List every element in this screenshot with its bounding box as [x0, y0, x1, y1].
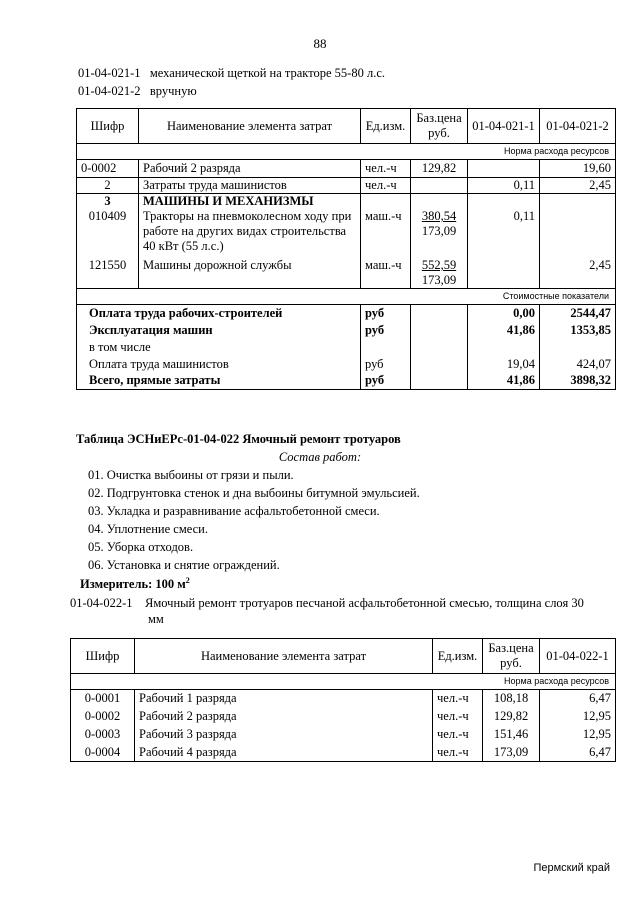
table-row — [77, 194, 616, 210]
cell-value — [468, 258, 540, 289]
cell-empty — [411, 194, 468, 210]
price-bottom: 173,09 — [421, 273, 457, 287]
cell-code: 0-0003 — [71, 726, 135, 744]
cell-code: 0-0002 — [77, 160, 139, 178]
cell-code: 121550 — [77, 258, 139, 289]
header-cell: 01-04-021-2 — [540, 109, 616, 144]
cell-code: 0-0001 — [71, 690, 135, 708]
cell-value: 6,47 — [540, 744, 616, 762]
cost-row — [77, 356, 616, 373]
header-cell: Баз.цена руб. — [483, 639, 540, 674]
work-item: 04. Уплотнение смеси. — [88, 522, 208, 536]
work-item: 05. Уборка отходов. — [88, 540, 194, 554]
item-text: вручную — [149, 84, 197, 98]
cell-value: 2,45 — [540, 178, 616, 194]
cost-row — [77, 322, 616, 339]
cost-value: 1353,85 — [540, 322, 616, 339]
resource-table-2 — [70, 638, 616, 762]
cell-code: 010409 — [77, 209, 139, 258]
table-row — [77, 160, 616, 178]
cost-row — [77, 305, 616, 322]
cell-price: 151,46 — [483, 726, 540, 744]
cell-value: 19,60 — [540, 160, 616, 178]
cost-value: 3898,32 — [540, 373, 616, 390]
cell-name: Рабочий 4 разряда — [135, 744, 433, 762]
header-cell: 01-04-021-1 — [468, 109, 540, 144]
item-text: Ямочный ремонт тротуаров песчаной асфальтобетонной смесью, толщина слоя 30 — [145, 596, 584, 610]
cost-unit: руб — [361, 373, 411, 390]
price-bottom: 173,09 — [421, 224, 457, 238]
cell-price: 129,82 — [483, 708, 540, 726]
cell-empty — [411, 339, 468, 356]
cell-value: 12,95 — [540, 708, 616, 726]
norm-label-row — [77, 144, 616, 160]
cell-empty — [411, 305, 468, 322]
cell-code: 2 — [77, 178, 139, 194]
table-row — [77, 209, 616, 258]
item-line-2 — [78, 84, 197, 99]
cell-name: Машины дорожной службы — [139, 258, 361, 289]
table-row — [71, 726, 616, 744]
header-cell: Наименование элемента затрат — [135, 639, 433, 674]
cell-name: Тракторы на пневмоколесном ходу при работе на других видах строительства 40 кВт (55 л.с.) — [139, 209, 361, 258]
norm-label: Норма расхода ресурсов — [77, 144, 616, 160]
cost-value: 41,86 — [468, 373, 540, 390]
work-item: 02. Подгрунтовка стенок и дна выбоины битумной эмульсией. — [88, 486, 420, 500]
cost-label-row — [77, 289, 616, 305]
cell-unit: чел.-ч — [433, 726, 483, 744]
work-item: 06. Установка и снятие ограждений. — [88, 558, 280, 572]
meter-sup: 2 — [185, 576, 190, 585]
item-line-1 — [78, 66, 385, 81]
item-code: 01-04-022-1 — [70, 596, 133, 610]
cell-price — [411, 178, 468, 194]
cell-code: 0-0002 — [71, 708, 135, 726]
cost-value: 41,86 — [468, 322, 540, 339]
cell-unit: маш.-ч — [361, 209, 411, 258]
cell-code: 3 — [77, 194, 139, 210]
cost-name: Оплата труда рабочих-строителей — [77, 305, 361, 322]
cell-value — [540, 209, 616, 258]
item-code: 01-04-021-2 — [78, 84, 141, 98]
cost-name: Всего, прямые затраты — [77, 373, 361, 390]
cell-unit: маш.-ч — [361, 258, 411, 289]
cell-empty — [411, 322, 468, 339]
cost-unit: руб — [361, 356, 411, 373]
cell-value: 0,11 — [468, 178, 540, 194]
cell-name: Рабочий 2 разряда — [139, 160, 361, 178]
cell-empty — [540, 194, 616, 210]
cost-value: 0,00 — [468, 305, 540, 322]
cost-unit: руб — [361, 322, 411, 339]
table-header — [71, 639, 616, 674]
cell-price: 108,18 — [483, 690, 540, 708]
cell-unit: чел.-ч — [433, 708, 483, 726]
norm-label-row — [71, 674, 616, 690]
cost-value: 19,04 — [468, 356, 540, 373]
works-title: Состав работ: — [278, 450, 362, 464]
item-code: 01-04-021-1 — [78, 66, 141, 80]
page-number: 88 — [313, 36, 327, 51]
cell-unit: чел.-ч — [361, 160, 411, 178]
cell-name: Рабочий 1 разряда — [135, 690, 433, 708]
cell-value: 0,11 — [468, 209, 540, 258]
item-text-cont: мм — [148, 612, 164, 626]
table-row — [71, 744, 616, 762]
cost-value — [468, 339, 540, 356]
cost-value: 424,07 — [540, 356, 616, 373]
item-text: механической щеткой на тракторе 55-80 л.с. — [149, 66, 385, 80]
header-cell: 01-04-022-1 — [540, 639, 616, 674]
norm-label: Норма расхода ресурсов — [71, 674, 616, 690]
cost-value — [540, 339, 616, 356]
cell-code: 0-0004 — [71, 744, 135, 762]
header-cell: Наименование элемента затрат — [139, 109, 361, 144]
cell-price: 173,09 — [483, 744, 540, 762]
header-cell: Шифр — [77, 109, 139, 144]
resource-table-1 — [76, 108, 616, 390]
header-cell: Шифр — [71, 639, 135, 674]
cell-value — [468, 160, 540, 178]
table-row — [77, 178, 616, 194]
cost-row — [77, 373, 616, 390]
meter-text: Измеритель: 100 м — [80, 577, 186, 592]
cell-unit: чел.-ч — [433, 690, 483, 708]
price-top: 380,54 — [421, 209, 457, 223]
header-cell: Ед.изм. — [433, 639, 483, 674]
cell-price: 129,82 — [411, 160, 468, 178]
cell-value: 12,95 — [540, 726, 616, 744]
cost-row — [77, 339, 616, 356]
cost-name: в том числе — [77, 339, 361, 356]
work-item: 03. Укладка и разравнивание асфальтобетонной смеси. — [88, 504, 380, 518]
header-cell: Баз.цена руб. — [411, 109, 468, 144]
work-item: 01. Очистка выбоины от грязи и пыли. — [88, 468, 294, 482]
table-header — [77, 109, 616, 144]
header-cell: Ед.изм. — [361, 109, 411, 144]
cell-name: Рабочий 2 разряда — [135, 708, 433, 726]
cell-empty — [361, 194, 411, 210]
cost-value: 2544,47 — [540, 305, 616, 322]
cost-unit: руб — [361, 305, 411, 322]
cell-empty — [411, 373, 468, 390]
cell-unit: чел.-ч — [433, 744, 483, 762]
cell-value: 2,45 — [540, 258, 616, 289]
table-row — [77, 258, 616, 289]
cell-empty — [411, 356, 468, 373]
cost-name: Оплата труда машинистов — [77, 356, 361, 373]
cost-label: Стоимостные показатели — [77, 289, 616, 305]
cell-price — [411, 258, 468, 289]
cell-unit: чел.-ч — [361, 178, 411, 194]
cell-empty — [468, 194, 540, 210]
cell-name: МАШИНЫ И МЕХАНИЗМЫ — [139, 194, 361, 210]
table-row — [71, 708, 616, 726]
cell-value: 6,47 — [540, 690, 616, 708]
meter-label — [80, 576, 190, 592]
cell-name: Рабочий 3 разряда — [135, 726, 433, 744]
cost-name: Эксплуатация машин — [77, 322, 361, 339]
cell-price — [411, 209, 468, 258]
item-line-3 — [70, 596, 584, 611]
footer-region: Пермский край — [533, 862, 610, 874]
price-top: 552,59 — [421, 258, 457, 272]
cell-name: Затраты труда машинистов — [139, 178, 361, 194]
section-title: Таблица ЭСНиЕРс-01-04-022 Ямочный ремонт тротуаров — [76, 432, 401, 446]
table-row — [71, 690, 616, 708]
cost-unit — [361, 339, 411, 356]
